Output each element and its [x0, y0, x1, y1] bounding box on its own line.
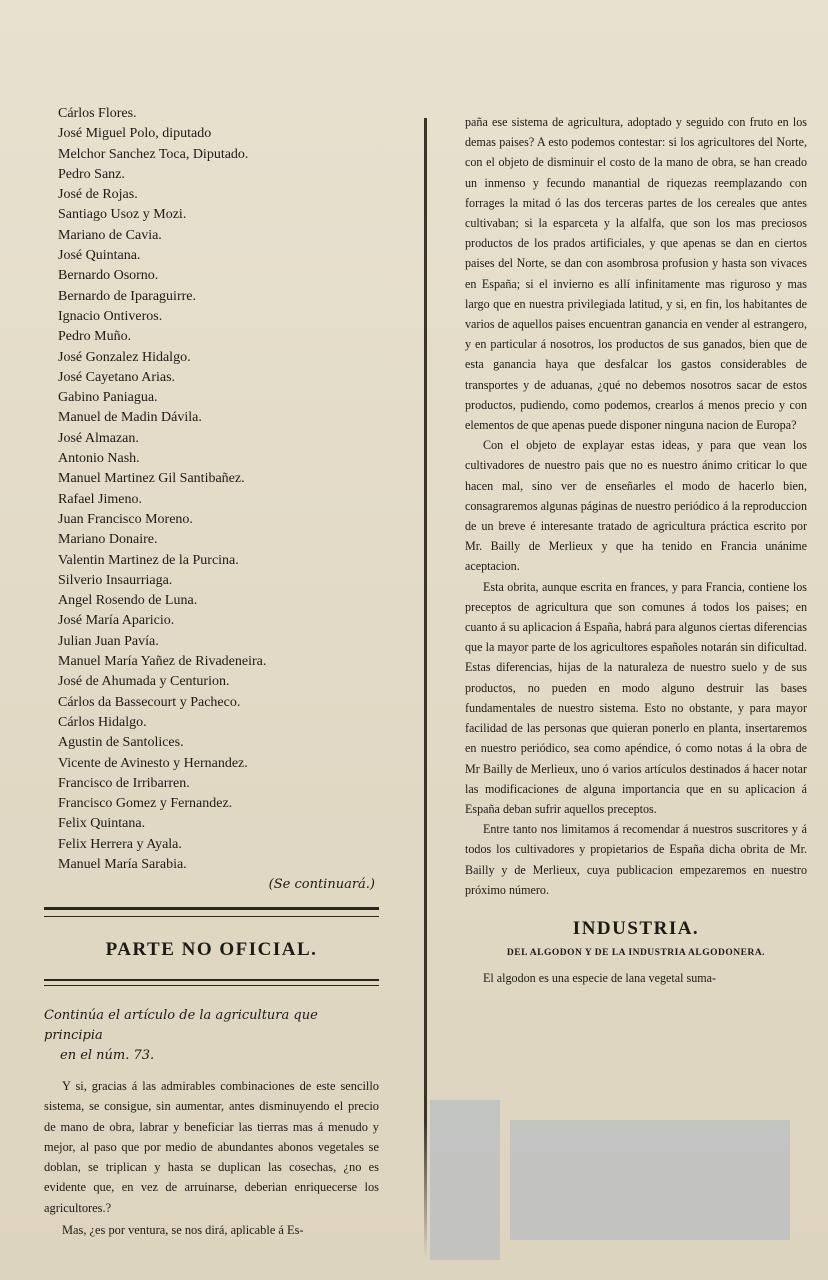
list-item: Pedro Muño.	[58, 329, 132, 345]
list-item: Mariano de Cavia.	[58, 227, 162, 243]
article-intro	[44, 1006, 369, 1066]
section-title-industria: INDUSTRIA.	[572, 917, 700, 939]
list-item: Bernardo de Iparaguirre.	[58, 288, 196, 304]
list-item: Manuel Martinez Gil Santibañez.	[58, 471, 245, 487]
list-item: José María Aparicio.	[58, 613, 175, 629]
list-item: José Almazan.	[58, 430, 139, 446]
list-item: Manuel de Madin Dávila.	[58, 410, 202, 426]
library-stamp-watermark	[420, 1080, 800, 1270]
paragraph-right-4: Entre tanto nos limitamos á recomendar á nuestros suscritores y á todos los cultivadores y propietarios de España dicha obrita de Mr. Bailly y de Merlieux, cuya publicacion empezaremos en nuestro próximo número.	[465, 822, 807, 897]
list-item: Juan Francisco Moreno.	[58, 511, 193, 527]
list-item: José Gonzalez Hidalgo.	[58, 349, 191, 365]
list-item: Julian Juan Pavía.	[58, 633, 159, 649]
list-item: Bernardo Osorno.	[58, 268, 159, 284]
list-item: Manuel María Sarabia.	[58, 856, 187, 872]
list-item: Cárlos Flores.	[58, 106, 137, 121]
list-item: José de Ahumada y Centurion.	[58, 674, 230, 690]
list-item: José Cayetano Arias.	[58, 369, 176, 385]
paragraph-right-3: Esta obrita, aunque escrita en frances, y para Francia, contiene los preceptos de agricultura que son comunes á todos los paises; en cuanto á su aplicacion á España, habrá para algunos ciertas diferencias que la mayor parte de los agricultores españoles notarán sin dificultad. Estas diferencias, hijas de la naturaleza de nuestro suelo y de sus productos, no pueden en modo alguno destruir las bases fundamentales de nuestro sistema. Esto no obstante, y para mayor facilidad de las personas que quieran ponerlo en planta, insertaremos en nuestro periódico, sea como apéndice, ó como notas á la obra de Mr Bailly de Merlieux, uno ó varios artículos destinados á hacer notar las modificaciones de alguna importancia que en su aplicacion á España deban sufrir aquellos preceptos.	[465, 579, 807, 816]
list-item: Felix Quintana.	[58, 816, 146, 832]
list-item: Santiago Usoz y Mozi.	[58, 207, 187, 223]
paragraph-right-2: Con el objeto de explayar estas ideas, y para que vean los cultivadores de nuestro pais que no es nuestro ánimo criticar lo que hacen mal, sino ver de enseñarles el modo de hacerlo bien, consagraremos algunas páginas de nuestro periódico á la reproduccion de un breve é interesante tratado de agricultura práctica escrito por Mr. Bailly de Merlieux y que ha tenido en Francia unánime aceptacion.	[465, 438, 807, 574]
left-column	[44, 104, 379, 1240]
intro-line-1: Continúa el artículo de la agricultura que principia	[44, 1008, 318, 1044]
title-divider	[44, 979, 379, 986]
list-item: Gabino Paniagua.	[58, 390, 158, 406]
intro-line-2: en el núm. 73.	[60, 1048, 155, 1064]
signatories-list	[44, 104, 379, 875]
list-item: José Miguel Polo, diputado	[58, 126, 212, 142]
list-item: José de Rojas.	[58, 187, 138, 203]
list-item: Angel Rosendo de Luna.	[58, 593, 198, 609]
continuation-note: (Se continuará.)	[268, 877, 375, 893]
column-rule	[424, 118, 427, 1258]
list-item: José Quintana.	[58, 248, 141, 264]
list-item: Antonio Nash.	[58, 451, 140, 467]
list-item: Ignacio Ontiveros.	[58, 308, 163, 324]
paragraph-left-2: Mas, ¿es por ventura, se nos dirá, aplicable á Es-	[62, 1222, 304, 1237]
list-item: Francisco de Irribarren.	[58, 775, 190, 791]
list-item: Mariano Donaire.	[58, 532, 158, 548]
list-item: Agustin de Santolices.	[58, 735, 184, 751]
section-subtitle: DEL ALGODON Y DE LA INDUSTRIA ALGODONERA.	[506, 947, 766, 958]
list-item: Valentin Martinez de la Purcina.	[58, 552, 239, 568]
paragraph-right-5: El algodon es una especie de lana vegetal suma-	[483, 970, 717, 985]
list-item: Silverio Insaurriaga.	[58, 572, 173, 588]
list-item: Pedro Sanz.	[58, 166, 125, 182]
section-divider	[44, 907, 379, 917]
list-item: Rafael Jimeno.	[58, 491, 142, 507]
list-item: Vicente de Avinesto y Hernandez.	[58, 755, 248, 771]
right-column	[465, 112, 807, 988]
list-item: Felix Herrera y Ayala.	[58, 836, 182, 852]
list-item: Cárlos da Bassecourt y Pacheco.	[58, 694, 241, 710]
list-item: Melchor Sanchez Toca, Diputado.	[58, 146, 249, 162]
list-item: Cárlos Hidalgo.	[58, 714, 147, 730]
paragraph-right-1: paña ese sistema de agricultura, adoptado y seguido con fruto en los demas paises? A esto podemos contestar: si los agricultores del Norte, con el objeto de disminuir el costo de la mano de obra, se han creado un inmenso y fecundo manantial de riquezas reemplazando con forrages la mitad ó las dos terceras partes de los cereales que antes cultivaban; si la esparceta y la alfalfa, que son los mas preciosos productos de los prados artificiales, y que apenas se dan en ciertos paises del Norte, se dan con asombrosa profusion y hasta son vivaces en España; si el invierno es allí infinitamente mas riguroso y mas largo que en nuestra privilegiada latitud, y si, en fin, los habitantes de varios de aquellos paises encuentran ganancia en vender al estrangero, y en particular á nosotros, los productos de sus ganados, bien que de esta ganancia haya que desfalcar los gastos considerables de transportes y de aduanas, ¿qué no debemos nosotros sacar de estos productos, pudiendo, como podemos, crearlos á menos precio y con elementos de que apenas puede disponer ninguna nacion de Europa?	[465, 115, 807, 433]
section-title-parte-no-oficial: PARTE NO OFICIAL.	[105, 939, 318, 961]
list-item: Manuel María Yañez de Rivadeneira.	[58, 654, 267, 670]
paragraph-left-1: Y si, gracias á las admirables combinaciones de este sencillo sistema, se consigue, sin aumentar, antes disminuyendo el precio de mano de obra, labrar y beneficiar las tierras mas á menudo y mejor, al paso que por medio de abundantes abonos vegetales se doblan, se triplican y hasta se duplican las cosechas, ¿no es evidente que, en vez de arruinarse, deberian enriquecerse los agricultores.?	[44, 1079, 379, 1215]
list-item: Francisco Gomez y Fernandez.	[58, 796, 233, 812]
